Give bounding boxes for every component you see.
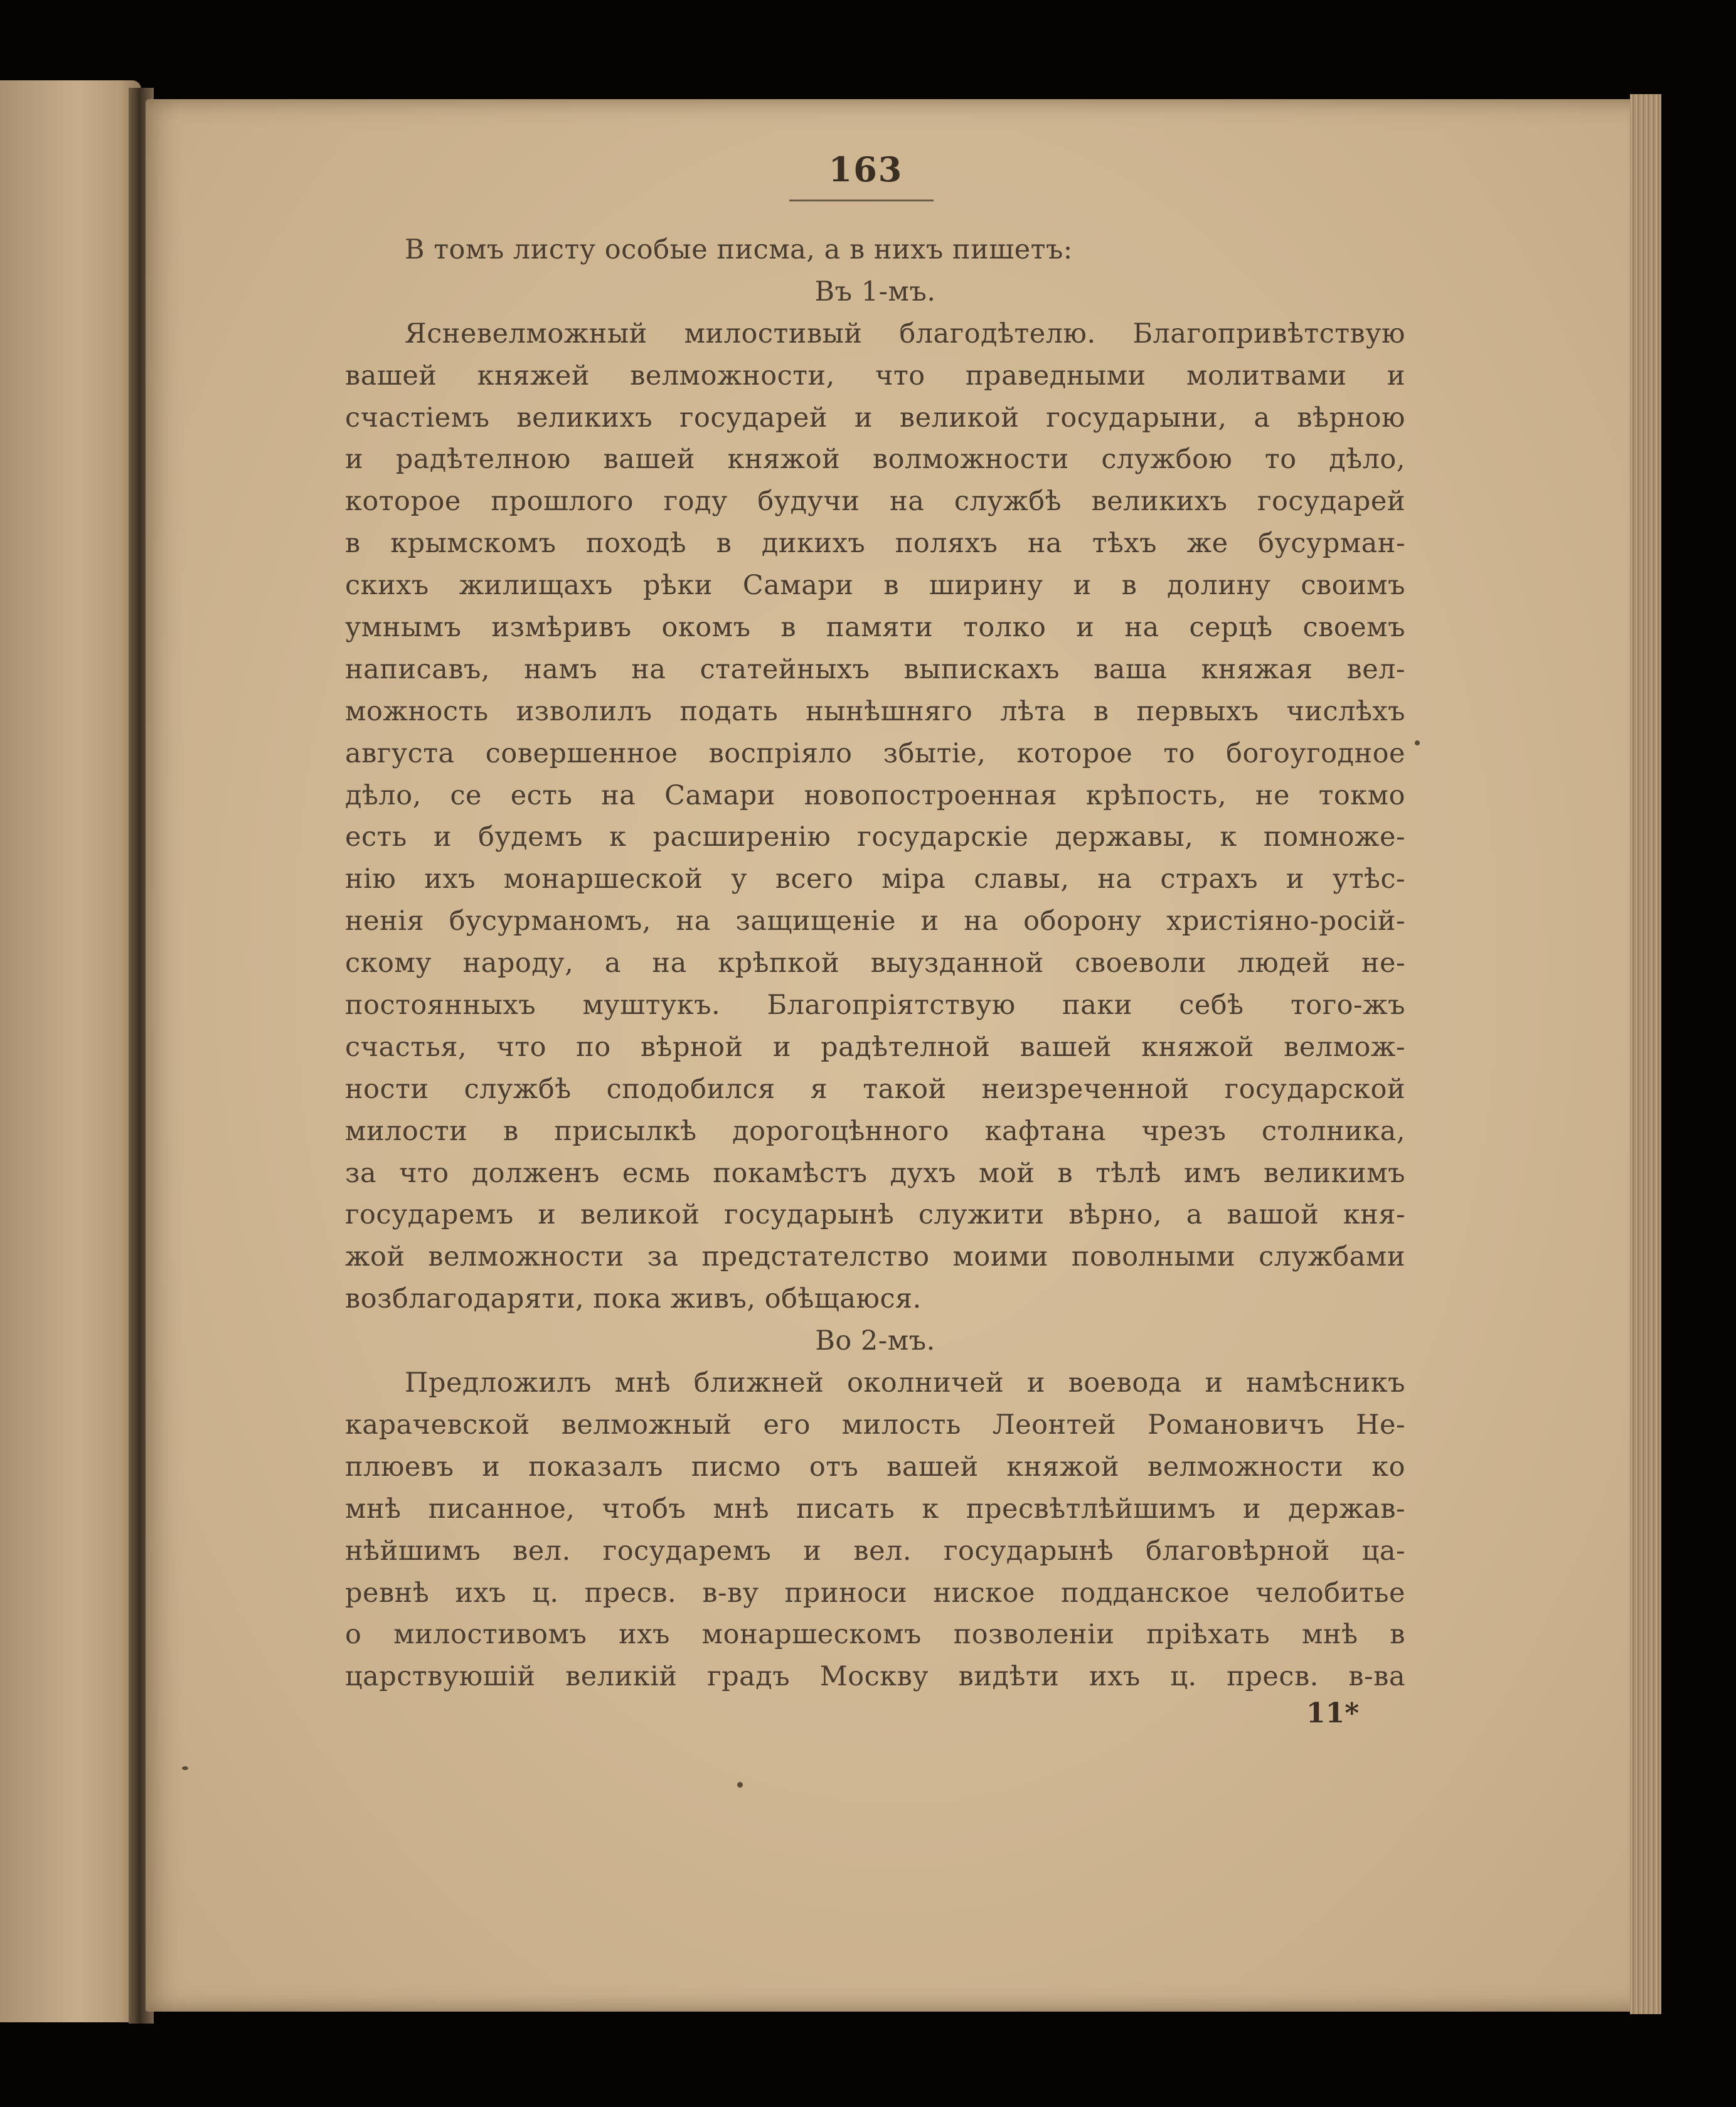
- text-line: ности службѣ сподобился я такой неизреченной государской: [345, 1073, 1405, 1105]
- printer-signature-mark: 11*: [1306, 1697, 1360, 1729]
- text-line: скихъ жилищахъ рѣки Самари в ширину и в долину своимъ: [345, 570, 1405, 602]
- text-line: августа совершенное воспріяло збытіе, которое то богоугодное: [345, 737, 1405, 769]
- text-line: ревнѣ ихъ ц. пресв. в-ву приноси нискоe подданское челобитье: [345, 1577, 1405, 1609]
- paper-speck: [1415, 740, 1420, 745]
- text-line: за что долженъ есмь покамѣстъ духъ мой в тѣлѣ имъ великимъ: [345, 1157, 1405, 1189]
- text-line: которое прошлого году будучи на службѣ великихъ государей: [345, 486, 1405, 518]
- text-line: Предложилъ мнѣ ближней околничей и воевода и намѣсникъ: [405, 1367, 1405, 1399]
- text-line: дѣло, се есть на Самари новопостроенная крѣпость, не токмо: [345, 779, 1405, 811]
- text-line: мнѣ писанное, чтобъ мнѣ писать к пресвѣтлѣйшимъ и держав-: [345, 1493, 1405, 1525]
- text-line: скому народу, а на крѣпкой выузданной своеволи людей не-: [345, 947, 1405, 979]
- page-number: 163: [828, 149, 903, 189]
- text-line: есть и будемъ к расширенію государскіе державы, к помноже-: [345, 821, 1405, 853]
- text-line: вашей княжей велможности, что праведными молитвами и: [345, 360, 1405, 392]
- header-rule: [789, 200, 934, 201]
- text-line: Ясневелможный милостивый благодѣтелю. Благопривѣтствую: [405, 317, 1405, 349]
- text-line: счастья, что по вѣрной и радѣтелной вашей княжой велмож-: [345, 1031, 1405, 1063]
- left-page-edge: [0, 80, 141, 2022]
- page-text: [345, 229, 1405, 1698]
- text-line: плюевъ и показалъ писмо отъ вашей княжой велможности ко: [345, 1451, 1405, 1483]
- text-line: написавъ, намъ на статейныхъ выпискахъ ваша княжая вел-: [345, 653, 1405, 685]
- text-line: милости в присылкѣ дорогоцѣнного кафтана чрезъ столника,: [345, 1115, 1405, 1147]
- text-line: о милостивомъ ихъ монаршескомъ позволеніи пріѣхать мнѣ в: [345, 1619, 1405, 1651]
- text-line: карачевской велможный его милость Леонтей Романовичъ Не-: [345, 1409, 1405, 1441]
- text-line: возблагодаряти, пока живъ, обѣщаюся.: [345, 1283, 922, 1315]
- text-line: ненія бусурманомъ, на защищеніе и на оборону христіяно-росій-: [345, 905, 1405, 937]
- text-line: нію ихъ монаршеской у всего міра славы, на страхъ и утѣс-: [345, 863, 1405, 895]
- text-line: счастіемъ великихъ государей и великой государыни, а вѣрною: [345, 402, 1405, 434]
- paper-speck: [737, 1782, 743, 1788]
- section-heading: Въ 1-мъ.: [814, 275, 936, 307]
- text-line: государемъ и великой государынѣ служити вѣрно, а вашой кня-: [345, 1199, 1405, 1231]
- text-line: постоянныхъ муштукъ. Благопріятствую паки себѣ того-жъ: [345, 989, 1405, 1021]
- text-line: нѣйшимъ вел. государемъ и вел. государынѣ благовѣрной ца-: [345, 1535, 1405, 1567]
- paper-speck: [182, 1766, 188, 1770]
- page-fore-edge: [1630, 94, 1661, 2014]
- text-line: можность изволилъ подать нынѣшняго лѣта в первыхъ числѣхъ: [345, 695, 1405, 727]
- text-line: жой велможности за предстателство моими поволными службами: [345, 1241, 1405, 1273]
- text-line: В томъ листу особые писма, а в нихъ пишетъ:: [405, 234, 1073, 265]
- section-heading: Во 2-мъ.: [815, 1325, 935, 1357]
- text-line: умнымъ измѣривъ окомъ в памяти толко и на серцѣ своемъ: [345, 612, 1405, 644]
- text-line: в крымскомъ походѣ в дикихъ поляхъ на тѣхъ же бусурман-: [345, 528, 1405, 560]
- text-line: и радѣтелною вашей княжой волможности службою то дѣло,: [345, 444, 1405, 476]
- text-line: царствуюшій великій градъ Москву видѣти ихъ ц. пресв. в-ва: [345, 1661, 1405, 1693]
